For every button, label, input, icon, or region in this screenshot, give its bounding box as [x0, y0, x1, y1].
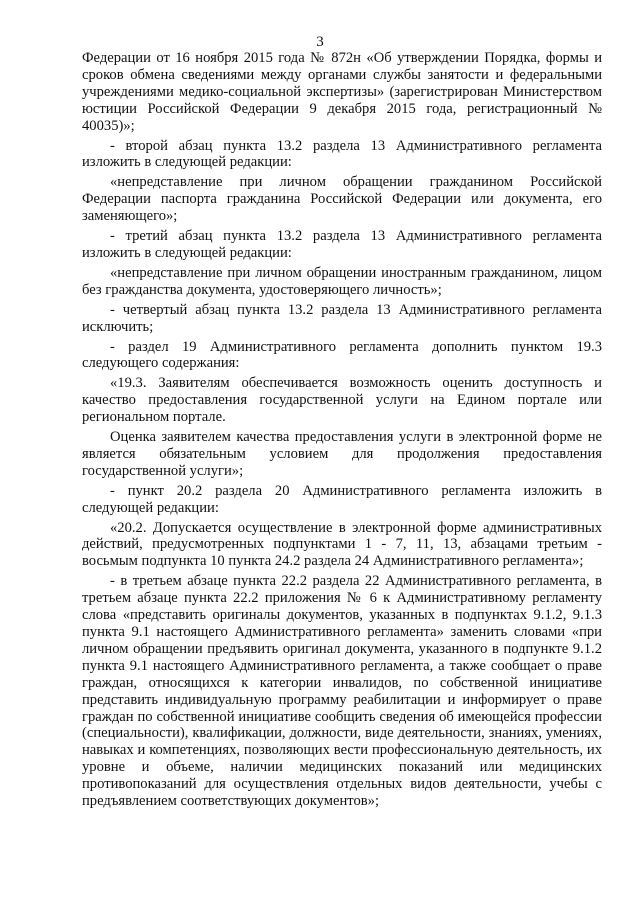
- paragraph-quote-foreign-citizen: «непредставление при личном обращении иностранным гражданином, лицом без гражданства документа, удостоверяющего личность»;: [82, 264, 602, 298]
- paragraph-amendment-13-2-third: - третий абзац пункта 13.2 раздела 13 Административного регламента изложить в следующей редакции:: [82, 228, 602, 261]
- page-number: 3: [316, 34, 324, 50]
- paragraph-amendment-19-3: - раздел 19 Административного регламента дополнить пунктом 19.3 следующего содержания:: [82, 338, 602, 372]
- paragraph-quality-assessment: Оценка заявителем качества предоставления услуги в электронной форме не является обязательным условием для продолжения предоставления государственной услуги»;: [82, 429, 602, 479]
- paragraph-quote-20-2: «20.2. Допускается осуществление в электронной форме административных действий, предусмотренных подпунктами 1 - 7, 11, 13, абзацами третьим - восьмым подпункта 10 пункта 24.2 раздела 24 Административного регламента»;: [82, 519, 602, 570]
- paragraph-amendment-20-2: - пункт 20.2 раздела 20 Административного регламента изложить в следующей редакции:: [82, 482, 602, 516]
- paragraph-quote-passport: «непредставление при личном обращении гражданином Российской Федерации паспорта гражданина Российской Федерации или документа, его заменяющего»;: [82, 174, 602, 225]
- paragraph-quote-19-3: «19.3. Заявителям обеспечивается возможность оценить доступность и качество предоставления государственной услуги на Едином портале или региональном портале.: [82, 375, 602, 426]
- paragraph-order-reference: Федерации от 16 ноября 2015 года № 872н «Об утверждении Порядка, формы и сроков обмена сведениями между органами службы занятости и федеральными учреждениями медико-социальной экспертизы» (зарегистрирован Министерством юстиции Российской Федерации 9 декабря 2015 года, регистрационный № 40035)»;: [82, 50, 602, 134]
- document-body: [82, 50, 602, 810]
- paragraph-amendment-13-2-second: - второй абзац пункта 13.2 раздела 13 Административного регламента изложить в следующей редакции:: [82, 137, 602, 171]
- paragraph-amendment-13-2-fourth: - четвертый абзац пункта 13.2 раздела 13 Административного регламента исключить;: [82, 301, 602, 335]
- paragraph-amendment-22-2: - в третьем абзаце пункта 22.2 раздела 22 Административного регламента, в третьем абзаце пункта 22.2 приложения № 6 к Административному регламенту слова «представить оригиналы документов, указанных в подпунктах 9.1.2, 9.1.3 пункта 9.1 настоящего Административного регламента» заменить словами «при личном обращении предъявить оригинал документа, указанного в подпункте 9.1.2 пункта 9.1 настоящего Административного регламента, а также сообщает о праве граждан, относящихся к категории инвалидов, по собственной инициативе представить индивидуальную программу реабилитации и информирует о праве граждан по собственной инициативе сообщить сведения об имеющейся профессии (специальности), квалификации, должности, виде деятельности, знаниях, умениях, навыках и компетенциях, позволяющих вести профессиональную деятельность, их уровне и объеме, наличии медицинских показаний или медицинских противопоказаний для осуществления отдельных видов деятельности, учебы с предъявлением соответствующих документов»;: [82, 573, 602, 810]
